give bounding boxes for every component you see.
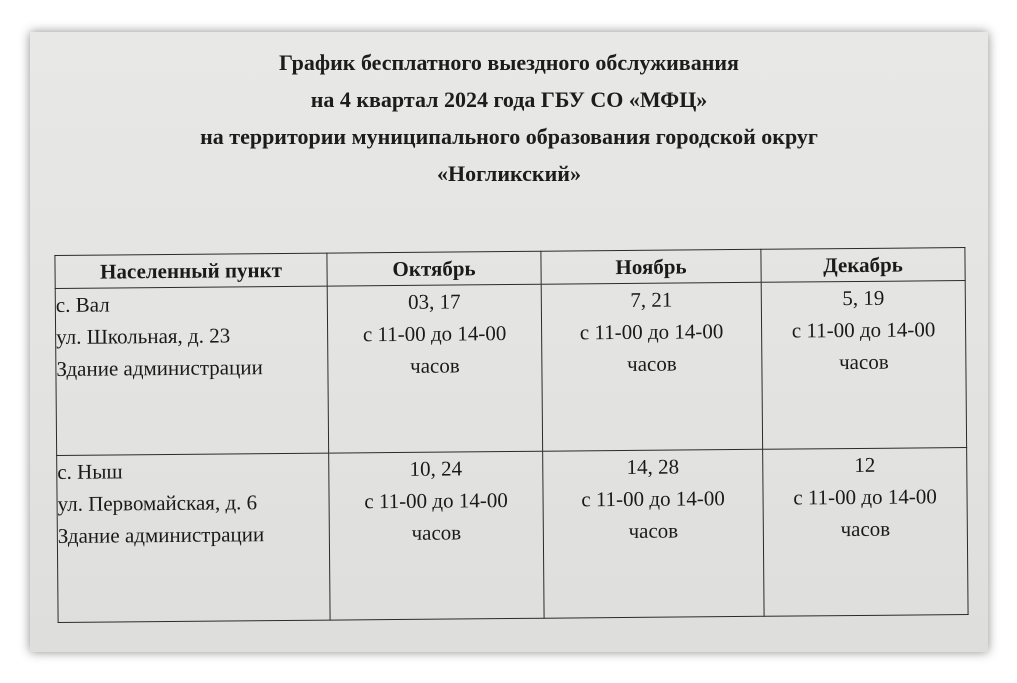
- november-cell: [543, 449, 764, 618]
- visit-dates: 5, 19: [842, 285, 885, 311]
- visit-dates: 12: [854, 452, 876, 478]
- december-cell: [761, 281, 966, 450]
- settlement-name: с. Вал: [55, 292, 110, 317]
- visit-time: с 11-00 до 14-00: [579, 319, 724, 345]
- visit-dates: 7, 21: [630, 287, 673, 312]
- visit-time-unit: часов: [628, 518, 679, 543]
- header-settlement: Населенный пункт: [55, 253, 327, 288]
- settlement-address: ул. Первомайская, д. 6: [57, 490, 258, 516]
- schedule-table: [54, 247, 968, 623]
- visit-time: с 11-00 до 14-00: [793, 484, 937, 510]
- settlement-cell: [57, 453, 330, 622]
- visit-time: с 11-00 до 14-00: [581, 486, 725, 512]
- settlement-building: Здание администрации: [57, 522, 265, 548]
- settlement-name: с. Ныш: [57, 459, 123, 484]
- visit-time: с 11-00 до 14-00: [364, 488, 508, 514]
- november-cell: [541, 282, 762, 451]
- header-november: Ноябрь: [541, 249, 761, 284]
- document-title: [30, 44, 988, 192]
- october-cell: [329, 451, 544, 620]
- settlement-building: Здание администрации: [56, 355, 263, 381]
- title-line-4: «Ногликский»: [437, 161, 581, 186]
- table-row: [55, 281, 966, 456]
- visit-dates: 14, 28: [626, 454, 680, 479]
- october-cell: [327, 284, 542, 453]
- settlement-cell: [55, 286, 328, 455]
- settlement-address: ул. Школьная, д. 23: [56, 323, 231, 349]
- visit-dates: 03, 17: [407, 289, 461, 314]
- document-sheet: [30, 32, 988, 652]
- title-line-2: на 4 квартал 2024 года ГБУ СО «МФЦ»: [310, 87, 708, 112]
- visit-time: с 11-00 до 14-00: [791, 317, 936, 343]
- visit-time-unit: часов: [840, 516, 891, 542]
- header-october: Октябрь: [327, 251, 541, 286]
- visit-time-unit: часов: [409, 353, 460, 378]
- december-cell: [763, 448, 968, 617]
- visit-time-unit: часов: [411, 520, 462, 545]
- visit-time: с 11-00 до 14-00: [362, 321, 507, 347]
- title-line-1: График бесплатного выездного обслуживания: [279, 50, 739, 75]
- visit-dates: 10, 24: [409, 456, 463, 481]
- header-december: Декабрь: [761, 248, 965, 283]
- visit-time-unit: часов: [626, 351, 677, 376]
- table-row: [57, 448, 968, 623]
- title-line-3: на территории муниципального образования городской округ: [200, 124, 818, 149]
- visit-time-unit: часов: [838, 349, 889, 375]
